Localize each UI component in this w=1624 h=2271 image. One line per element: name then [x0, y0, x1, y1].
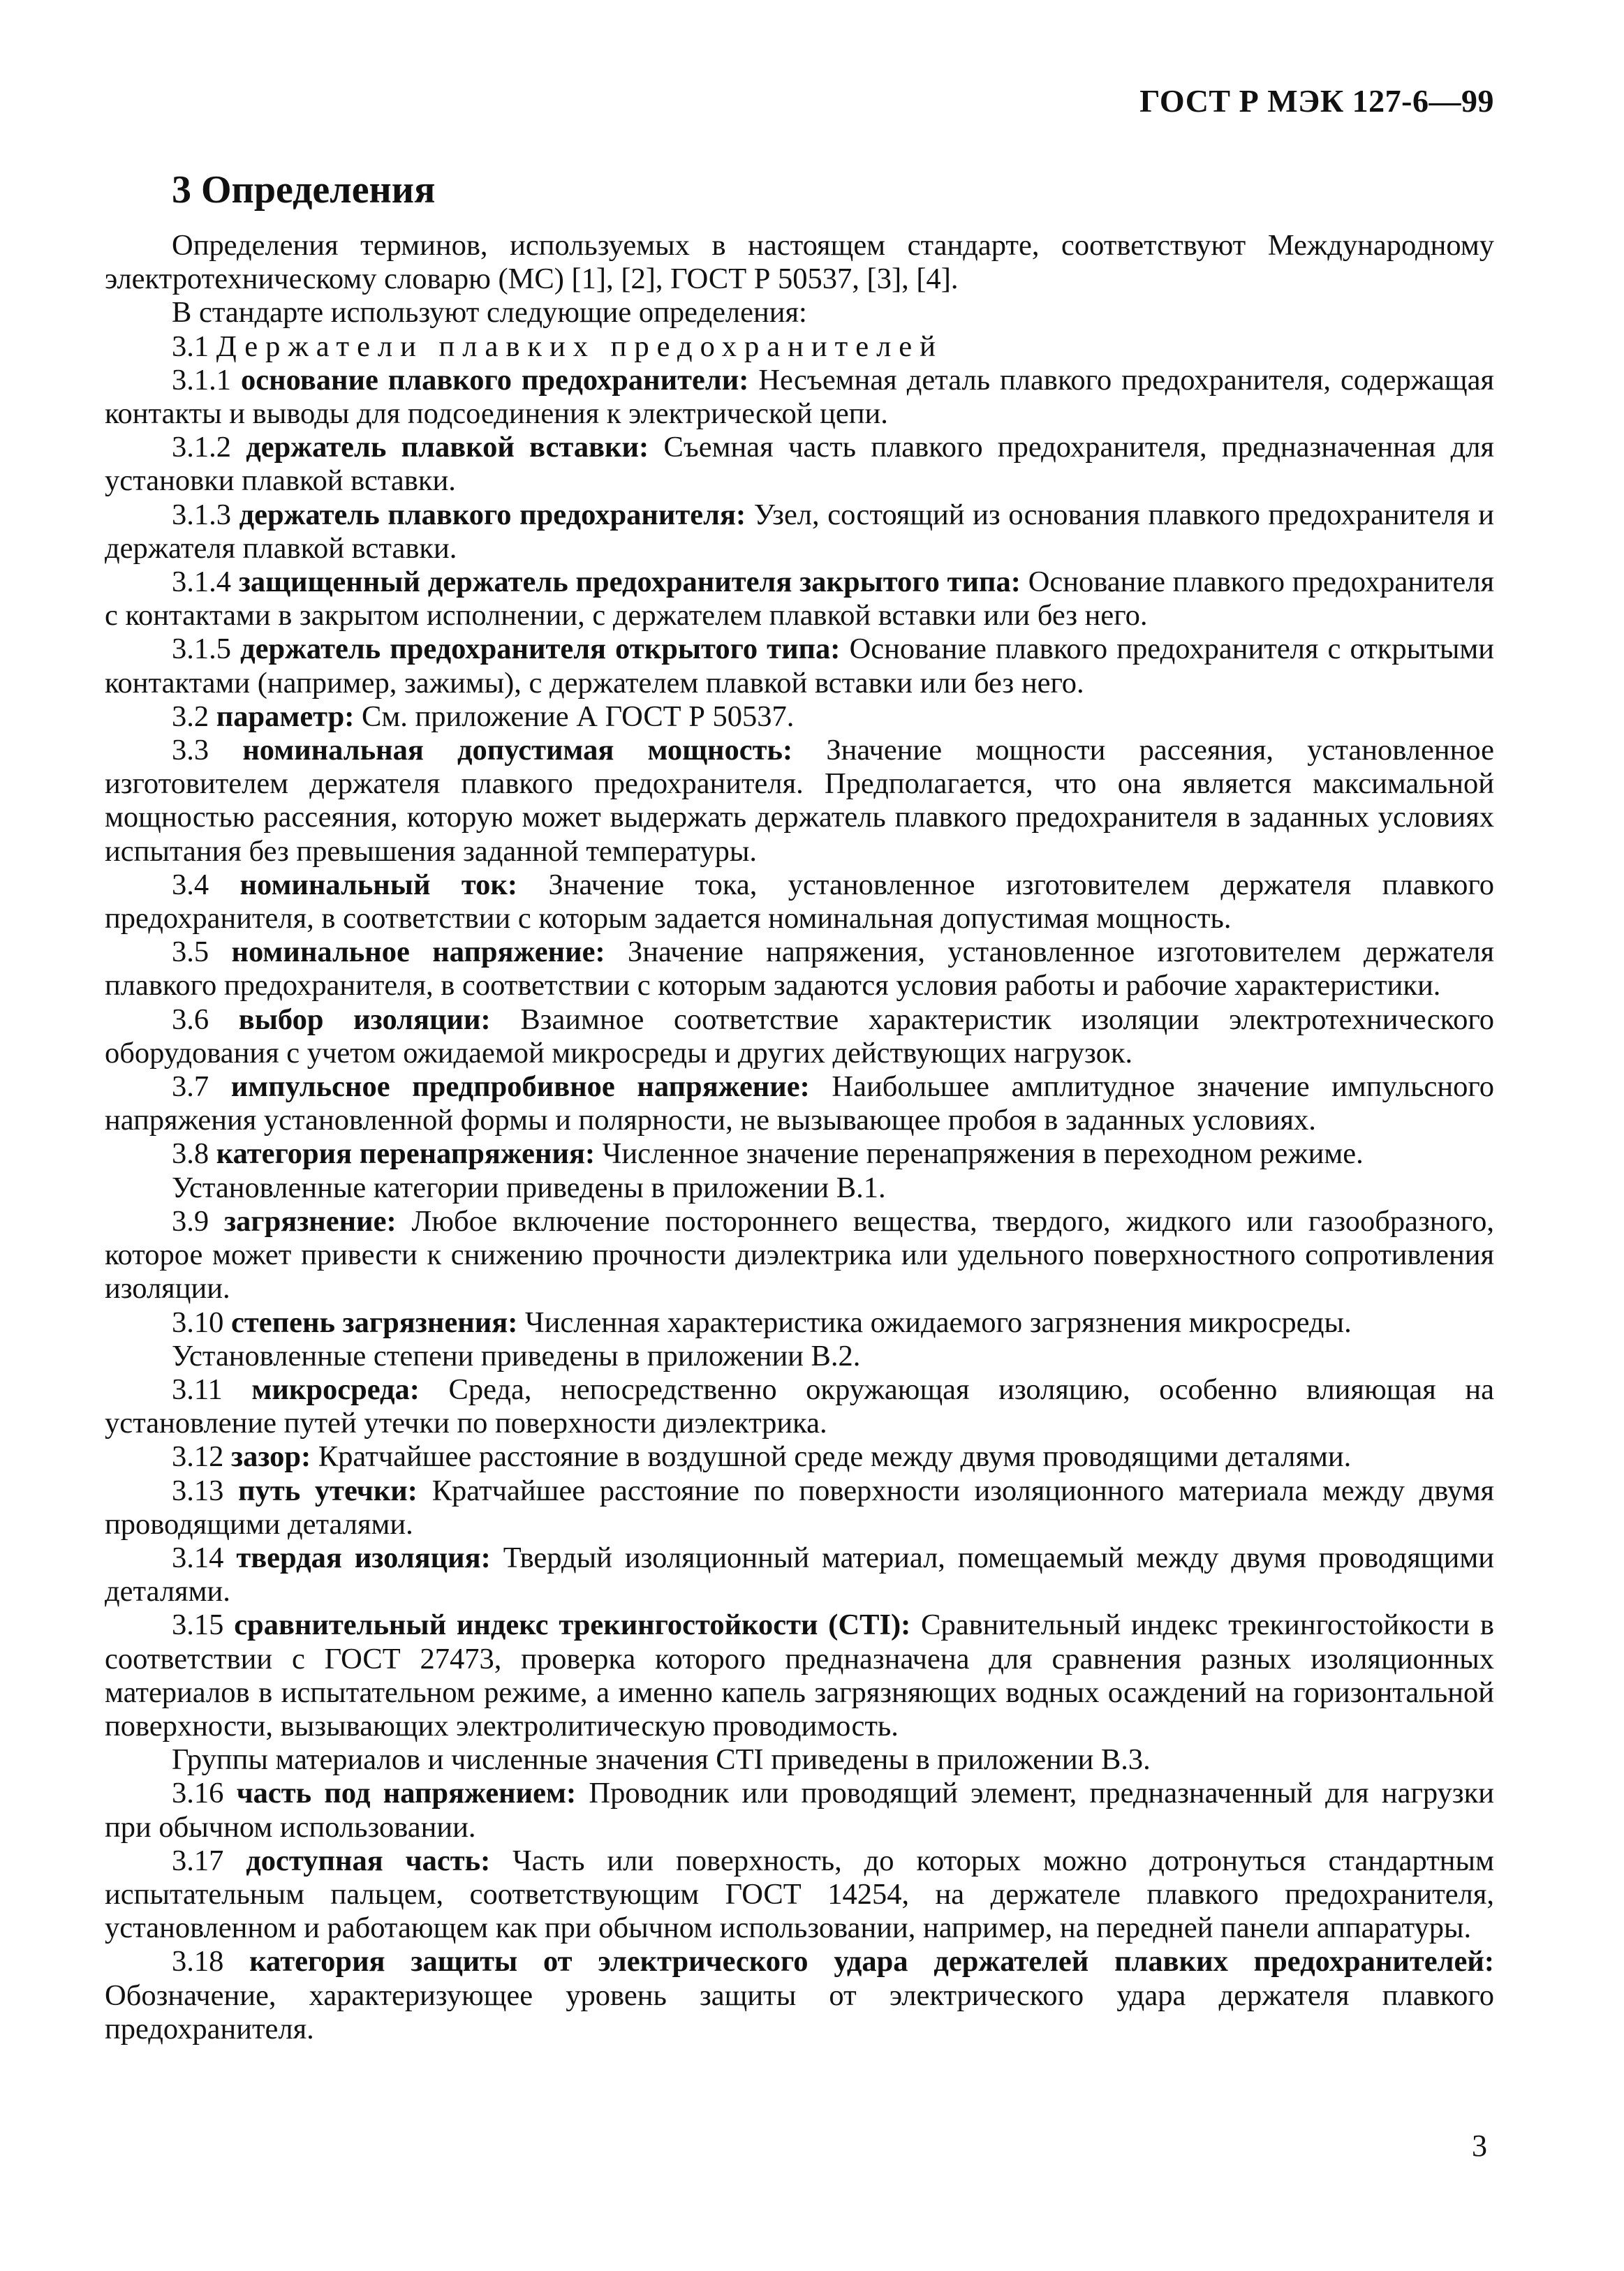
definition-number: 3.1.4 [172, 565, 231, 599]
definition-term: номинальное напряжение: [231, 935, 605, 969]
definition-item [105, 1945, 1494, 2046]
definition-item [105, 1205, 1494, 1306]
definition-number: 3.3 [172, 734, 209, 767]
definition-item [105, 1608, 1494, 1743]
definition-number: 3.7 [172, 1070, 209, 1104]
definition-item [105, 1440, 1494, 1474]
definition-note: Группы материалов и численные значения СТI приведены в приложении В.3. [172, 1743, 1151, 1777]
definition-note: Установленные категории приведены в приложении В.1. [172, 1171, 886, 1204]
definition-text: Среда, непосредственно окружающая изоляцию, особенно влияющая на установление путей утечки по поверхности диэлектрика. [105, 1373, 1495, 1440]
definition-item [105, 935, 1494, 1003]
definition-number: 3.1.2 [172, 431, 231, 464]
definition-term: номинальный ток: [239, 868, 518, 901]
definition-text: Любое включение постороннего вещества, твердого, жидкого или газообразного, которое может привести к снижению прочности диэлектрика или удельного поверхностного сопротивления изоляции. [105, 1204, 1495, 1305]
definition-number: 3.16 [172, 1777, 224, 1810]
definition-term: сравнительный индекс трекингостойкости (СТI): [234, 1608, 911, 1642]
definition-number: 3.14 [172, 1541, 224, 1574]
document-header: ГОСТ Р МЭК 127-6—99 [1139, 83, 1494, 119]
definition-text: Численная характеристика ожидаемого загрязнения микросреды. [524, 1305, 1352, 1339]
definition-note: Установленные степени приведены в приложении В.2. [172, 1339, 861, 1373]
definitions-list [105, 364, 1494, 2046]
definition-term: держатель плавкой вставки: [246, 431, 649, 464]
definition-item [105, 1306, 1494, 1340]
definition-item [105, 1137, 1494, 1171]
definition-number: 3.1.3 [172, 498, 231, 531]
definition-number: 3.18 [172, 1945, 224, 1978]
definition-term: степень загрязнения: [231, 1305, 518, 1339]
definition-term: основание плавкого предохранители: [240, 363, 749, 397]
definition-text: Основание плавкого предохранителя с контактами в закрытом исполнении, с держателем плавкой вставки или без него. [105, 565, 1495, 633]
section-title: 3 Определения [172, 168, 436, 212]
definition-term: путь утечки: [238, 1474, 418, 1507]
definition-item [105, 1844, 1494, 1946]
definition-number: 3.1.1 [172, 363, 231, 397]
definition-item [105, 565, 1494, 633]
definition-text: Часть или поверхность, до которых можно дотронуться стандартным испытательным пальцем, соответствующим ГОСТ 14254, на держателе плавкого предохранителя, установленном и работающем как при обычном использовании, например, на передней панели аппаратуры. [105, 1844, 1494, 1945]
definition-item [105, 498, 1494, 565]
definition-number: 3.11 [172, 1373, 223, 1406]
definition-item [105, 1003, 1494, 1070]
subsection-number: 3.1 [172, 330, 209, 363]
definition-item [105, 868, 1494, 935]
definition-text: Наибольшее амплитудное значение импульсного напряжения установленной формы и полярности, не вызывающее пробоя в заданных условиях. [105, 1070, 1494, 1137]
intro-paragraph: Определения терминов, используемых в настоящем стандарте, соответствуют Международному электротехническому словарю (МС) [1], [2], ГОСТ Р 50537, [3], [4]. [105, 229, 1494, 296]
definition-item [105, 633, 1494, 700]
definition-term: держатель плавкого предохранителя: [239, 498, 746, 531]
definition-text: Основание плавкого предохранителя с открытыми контактами (например, зажимы), с держателем плавкой вставки или без него. [105, 633, 1495, 700]
page-number: 3 [1472, 2129, 1487, 2163]
intro-paragraph: В стандарте используют следующие определения: [172, 296, 807, 330]
definition-item [105, 734, 1494, 868]
definition-term: параметр: [216, 700, 355, 733]
definition-term: защищенный держатель предохранителя закрытого типа: [238, 565, 1021, 599]
definition-item [105, 1070, 1494, 1137]
document-body [105, 229, 1494, 2046]
definition-item [105, 700, 1494, 734]
definition-text: Значение тока, установленное изготовителем держателя плавкого предохранителя, в соответствии с которым задается номинальная допустимая мощность. [105, 868, 1495, 935]
definition-term: держатель предохранителя открытого типа: [240, 633, 841, 666]
definition-term: категория перенапряжения: [216, 1137, 596, 1171]
definition-text: Значение напряжения, установленное изготовителем держателя плавкого предохранителя, в соответствии с которым задаются условия работы и рабочие характеристики. [105, 935, 1495, 1003]
definition-number: 3.10 [172, 1305, 224, 1339]
definition-term: импульсное предпробивное напряжение: [230, 1070, 810, 1104]
definition-term: категория защиты от электрического удара держателей плавких предохранителей: [249, 1945, 1494, 1978]
definition-text: Узел, состоящий из основания плавкого предохранителя и держателя плавкой вставки. [105, 498, 1495, 565]
subsection-title: Держатели плавких предохранителей [216, 330, 943, 363]
definition-term: твердая изоляция: [236, 1541, 491, 1574]
definition-term: доступная часть: [246, 1844, 491, 1877]
definition-number: 3.15 [172, 1608, 224, 1642]
definition-item [105, 1474, 1494, 1541]
definition-term: номинальная допустимая мощность: [242, 734, 793, 767]
definition-item [105, 1541, 1494, 1608]
definition-text: Кратчайшее расстояние в воздушной среде между двумя проводящими деталями. [318, 1440, 1352, 1474]
definition-term: загрязнение: [223, 1204, 397, 1238]
definition-text: Сравнительный индекс трекингостойкости в соответствии с ГОСТ 27473, проверка которого предназначена для сравнения разных изоляционных материалов в испытательном режиме, а именно капель загрязняющих водных осаждений на горизонтальной поверхности, вызывающих электролитическую проводимость. [105, 1608, 1495, 1743]
definition-number: 3.1.5 [172, 633, 231, 666]
definition-text: Твердый изоляционный материал, помещаемый между двумя проводящими деталями. [105, 1541, 1495, 1608]
definition-text: Взаимное соответствие характеристик изоляции электротехнического оборудования с учетом ожидаемой микросреды и других действующих нагрузок. [105, 1003, 1495, 1070]
definition-item [105, 1777, 1494, 1844]
definition-text: Несъемная деталь плавкого предохранителя, содержащая контакты и выводы для подсоединения к электрической цепи. [105, 363, 1495, 431]
definition-text: Численное значение перенапряжения в переходном режиме. [602, 1137, 1364, 1171]
definition-term: часть под напряжением: [236, 1777, 577, 1810]
definition-term: микросреда: [251, 1373, 420, 1406]
definition-item [105, 431, 1494, 498]
definition-number: 3.13 [172, 1474, 224, 1507]
definition-number: 3.2 [172, 700, 209, 733]
definition-number: 3.12 [172, 1440, 224, 1474]
definition-text: Съемная часть плавкого предохранителя, предназначенная для установки плавкой вставки. [105, 431, 1495, 498]
definition-text: Значение мощности рассеяния, установленное изготовителем держателя плавкого предохранителя. Предполагается, что она является максимальной мощностью рассеяния, которую может выдержать держатель плавкого предохранителя в заданных условиях испытания без превышения заданной температуры. [105, 734, 1494, 868]
definition-number: 3.8 [172, 1137, 209, 1171]
definition-term: зазор: [231, 1440, 311, 1474]
definition-item [105, 1373, 1494, 1440]
definition-number: 3.9 [172, 1204, 209, 1238]
definition-number: 3.6 [172, 1003, 209, 1036]
definition-number: 3.17 [172, 1844, 224, 1877]
definition-text: См. приложение А ГОСТ Р 50537. [362, 700, 795, 733]
definition-text: Проводник или проводящий элемент, предназначенный для нагрузки при обычном использовании. [105, 1777, 1494, 1844]
definition-number: 3.4 [172, 868, 209, 901]
definition-text: Обозначение, характеризующее уровень защиты от электрического удара держателя плавкого предохранителя. [105, 1978, 1494, 2046]
definition-number: 3.5 [172, 935, 209, 969]
subsection-heading [105, 330, 1494, 364]
definition-item [105, 364, 1494, 431]
definition-text: Кратчайшее расстояние по поверхности изоляционного материала между двумя проводящими деталями. [105, 1474, 1495, 1541]
definition-term: выбор изоляции: [238, 1003, 491, 1036]
